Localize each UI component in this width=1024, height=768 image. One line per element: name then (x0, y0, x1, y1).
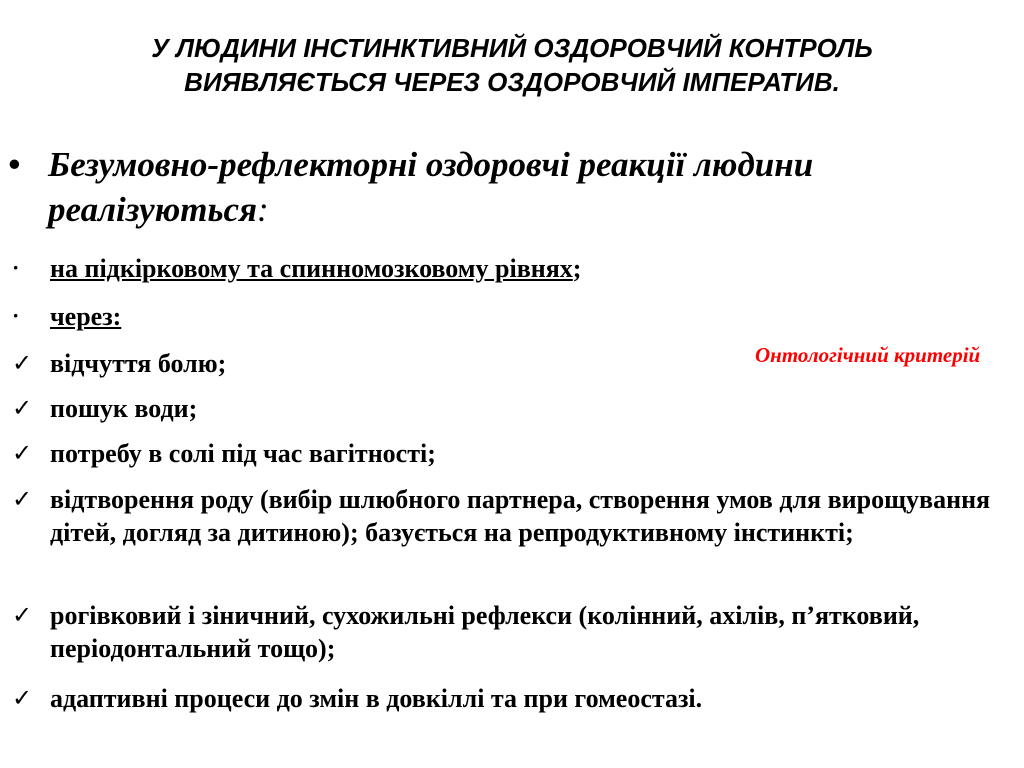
check-item-text: відчуття болю; (50, 349, 227, 378)
side-note: Онтологічний критерій (755, 343, 981, 367)
lead-colon: : (257, 189, 269, 229)
lead-text: Безумовно-рефлекторні оздоровчі реакції людини реалізуються (48, 145, 814, 229)
check-item-text: пошук води; (50, 394, 198, 423)
through-item (10, 301, 1000, 334)
check-mark-icon: ✓ (12, 349, 33, 377)
check-mark-icon: ✓ (12, 684, 33, 712)
through-text: через: (50, 302, 122, 331)
lead-text-block (48, 143, 988, 233)
lead-bullet-item (8, 143, 988, 233)
level-suffix: ; (572, 254, 582, 283)
check-mark-icon: ✓ (12, 394, 33, 422)
level-text-block (50, 253, 1000, 286)
dot-bullet-icon: · (12, 255, 20, 280)
check-mark-icon: ✓ (12, 439, 33, 467)
check-item (10, 393, 1000, 426)
level-item (10, 253, 1000, 286)
check-item (10, 683, 1000, 716)
slide-title: У ЛЮДИНИ ІНСТИНКТИВНИЙ ОЗДОРОВЧИЙ КОНТРОЛЬ ВИЯВЛЯЄТЬСЯ ЧЕРЕЗ ОЗДОРОВЧИЙ ІМПЕРАТИВ. (151, 33, 873, 98)
check-item (10, 484, 1000, 550)
dot-bullet-icon: · (12, 303, 20, 328)
check-item-text: адаптивні процеси до змін в довкіллі та при гомеостазі. (50, 684, 703, 713)
check-item (10, 600, 1000, 666)
level-text: на підкірковому та спинномозковому рівнях (50, 254, 573, 283)
check-item-text: відтворення роду (вибір шлюбного партнера, створення умов для вирощування дітей, догляд за дитиною); базується на репродуктивному інстинкті; (50, 485, 991, 547)
check-item-text: рогівковий і зіничний, сухожильні рефлекси (колінний, ахілів, п’ятковий, періодонтальний тощо); (50, 601, 920, 663)
check-mark-icon: ✓ (12, 601, 33, 629)
check-mark-icon: ✓ (12, 485, 33, 513)
check-item-text: потребу в солі під час вагітності; (50, 439, 436, 468)
check-item (10, 438, 1000, 471)
bullet-icon: • (8, 145, 21, 184)
